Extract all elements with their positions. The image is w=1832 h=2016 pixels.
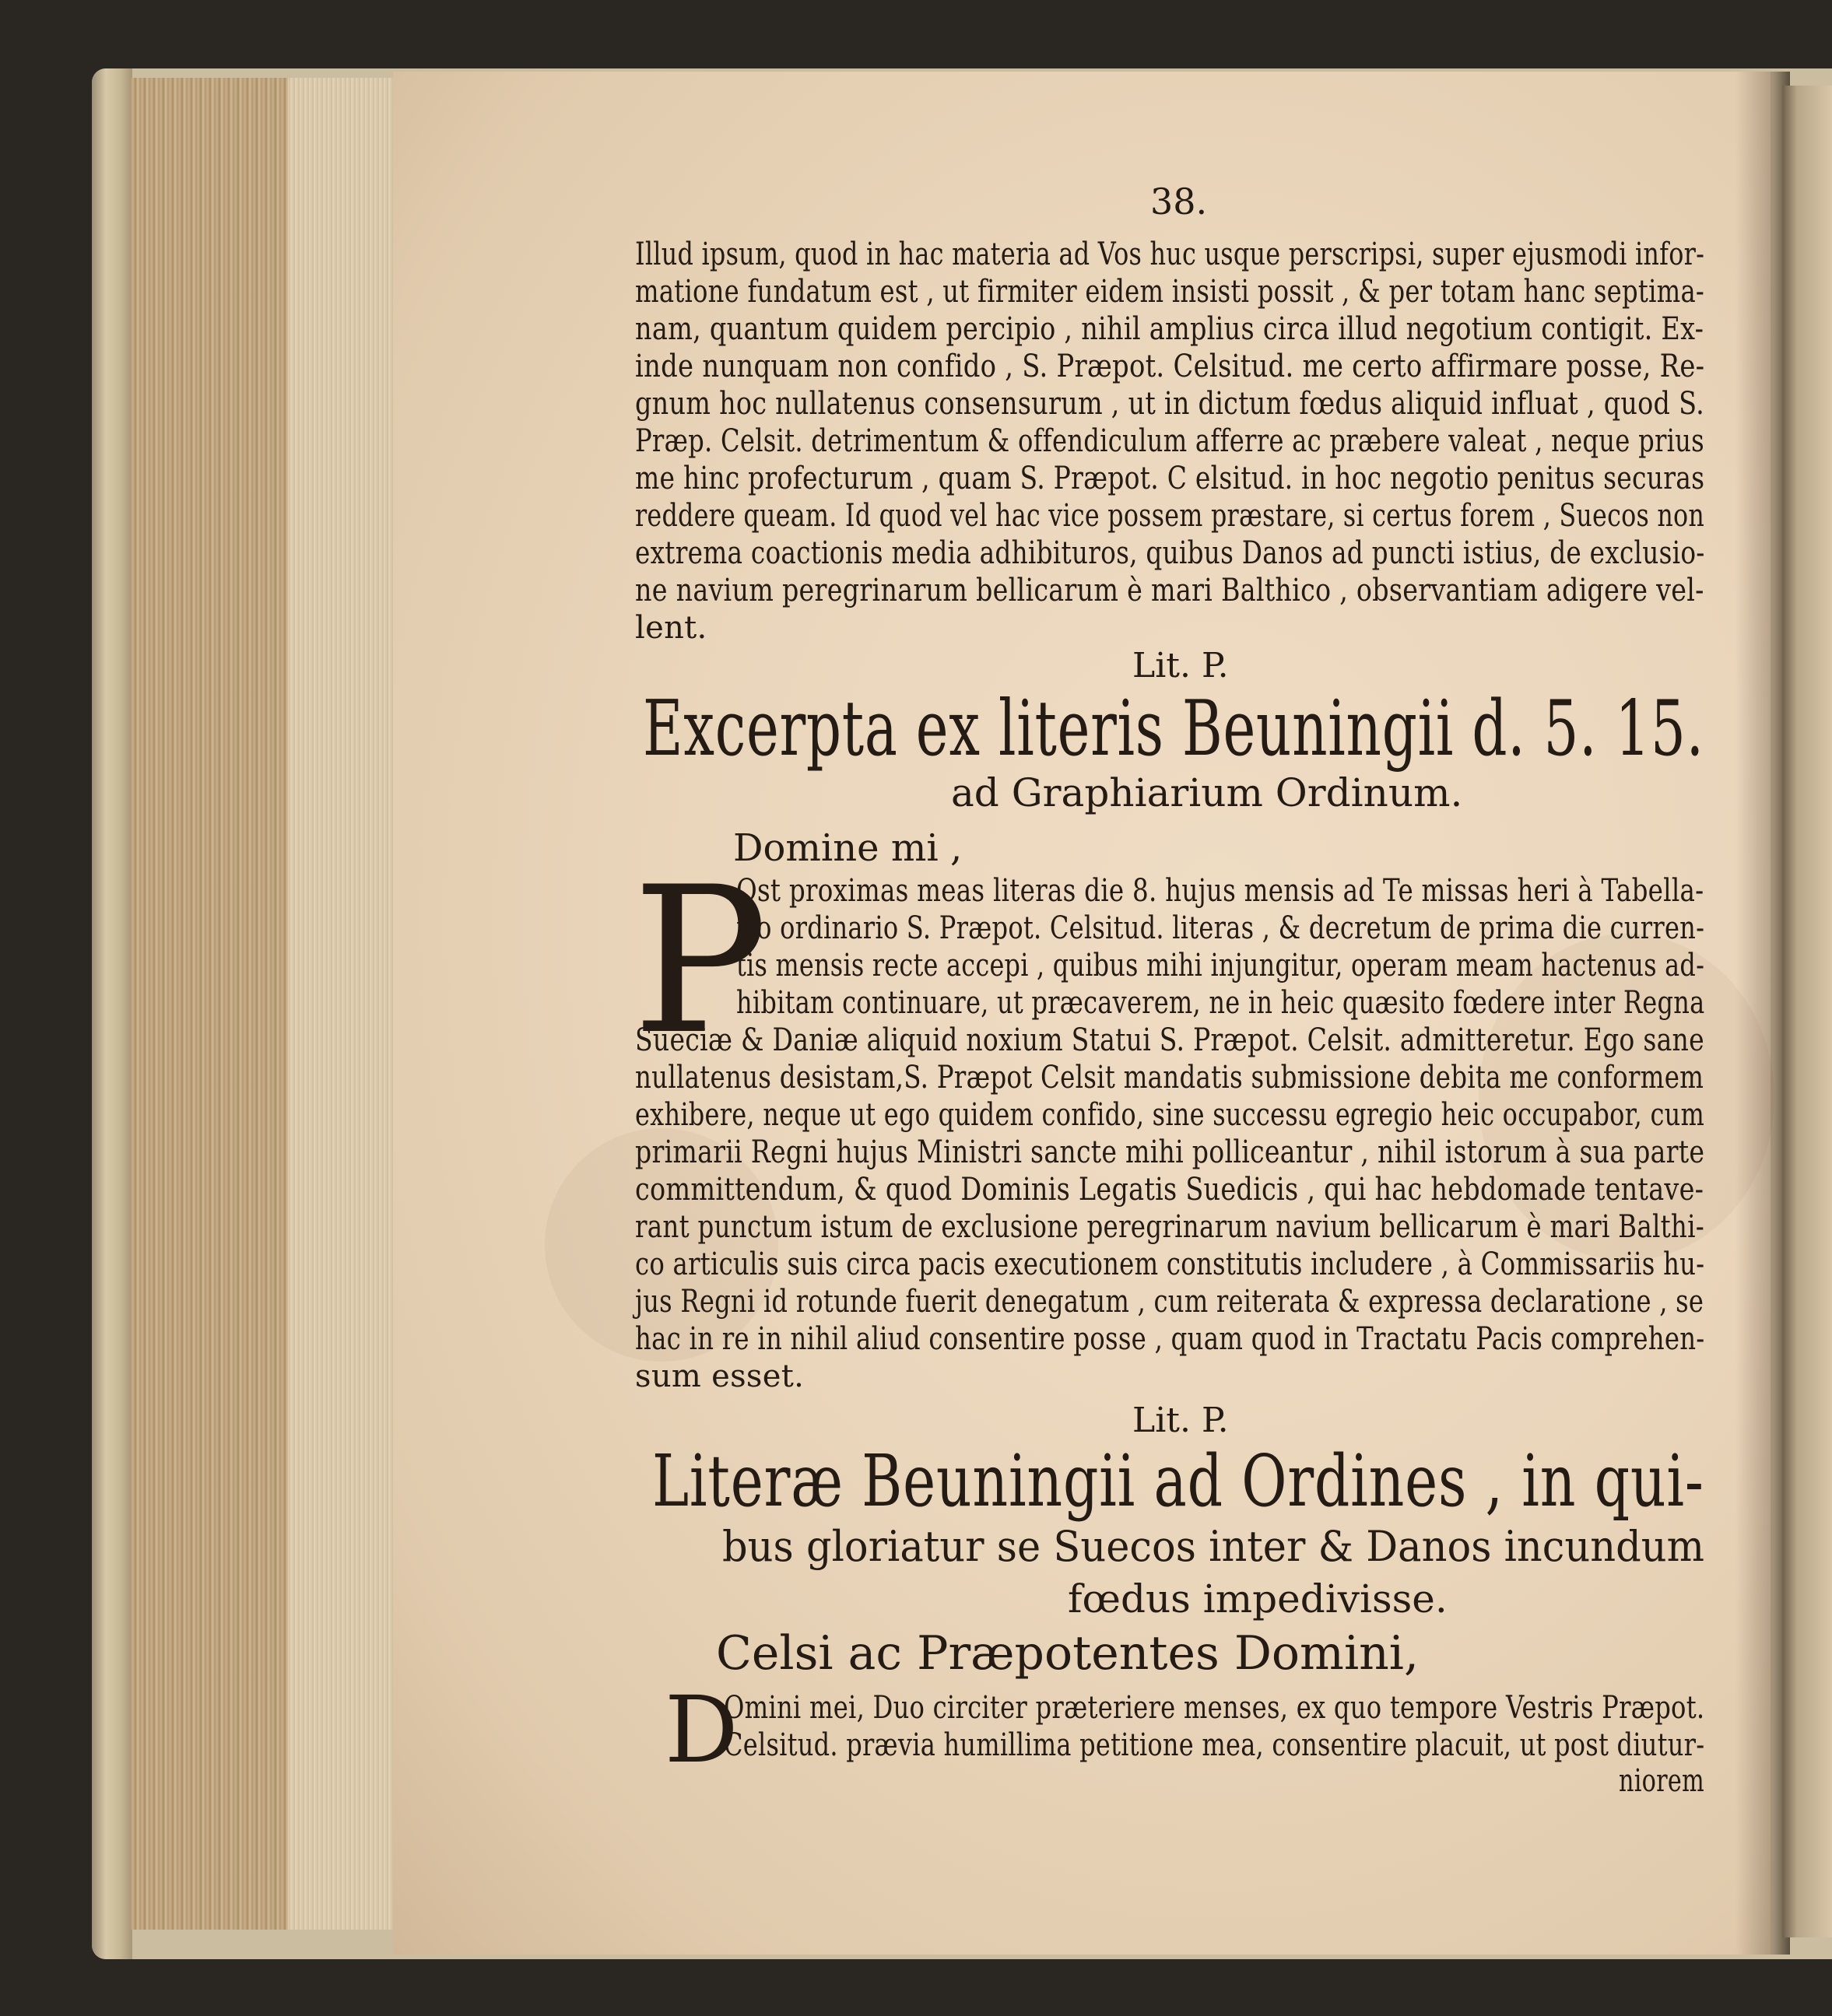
section-subtitle: bus gloriatur se Suecos inter & Danos incundum [722,1522,1705,1571]
text-line: co articulis suis circa pacis executionem constitutis includere , à Commissariis hu- [635,1246,1705,1282]
text-line: committendum, & quod Dominis Legatis Suedicis , qui hac hebdomade tentave- [635,1172,1704,1208]
drop-cap: P [632,844,768,1079]
section-subtitle: ad Graphiarium Ordinum. [951,770,1463,815]
text-line: matione fundatum est , ut firmiter eidem insisti possit , & per totam hanc septima- [635,274,1705,310]
text-line: rant punctum istum de exclusione peregrinarum navium bellicarum è mari Balthi- [635,1209,1704,1245]
text-line: extrema coactionis media adhibituros, quibus Danos ad puncti istius, de exclusio- [635,535,1705,571]
text-line: hibitam continuare, ut præcaverem, ne in heic quæsito fœdere inter Regna [736,985,1705,1021]
text-line: sum esset. [635,1359,805,1394]
text-line: nullatenus desistam,S. Præpot Celsit mandatis submissione debita me conformem [635,1060,1704,1096]
section-title: Literæ Beuningii ad Ordines , in qui- [652,1439,1704,1523]
text-line: primarii Regni hujus Ministri sancte mihi polliceantur , nihil istorum à sua parte [635,1134,1705,1170]
text-line: nam, quantum quidem percipio , nihil amplius circa illud negotium contigit. Ex- [635,311,1704,347]
text-line: jus Regni id rotunde fuerit denegatum , cum reiterata & expressa declaratione , se [635,1284,1704,1320]
text-line: Omini mei, Duo circiter præteriere menses, ex quo tempore Vestris Præpot. [724,1690,1705,1726]
text-line: Celsitud. prævia humillima petitione mea, consentire placuit, ut post diutur- [724,1727,1705,1763]
facing-page-edge [1782,86,1832,1937]
text-line: gnum hoc nullatenus consensurum , ut in dictum fœdus aliquid influat , quod S. [635,386,1704,422]
text-line: Ost proximas meas literas die 8. hujus mensis ad Te missas heri à Tabella- [736,873,1704,909]
salutation: Domine mi , [733,826,963,870]
text-line: me hinc profecturum , quam S. Præpot. C elsitud. in hoc negotio penitus securas [635,461,1705,496]
page-stack-inner [288,78,397,1930]
page-number: 38. [1150,181,1208,223]
text-line: lent. [635,610,707,646]
section-label: Lit. P. [1132,646,1229,685]
text-line: ne navium peregrinarum bellicarum è mari Balthico , observantiam adigere vel- [635,573,1704,608]
text-line: tis mensis recte accepi , quibus mihi injungitur, operam meam hactenus ad- [736,948,1705,983]
salutation: Celsi ac Præpotentes Domini, [716,1626,1420,1681]
section-subtitle: fœdus impedivisse. [1068,1576,1448,1622]
text-line: inde nunquam non confido , S. Præpot. Celsitud. me certo affirmare posse, Re- [635,349,1705,384]
text-line: Illud ipsum, quod in hac materia ad Vos huc usque perscripsi, super ejusmodi infor- [635,237,1705,272]
text-line: reddere queam. Id quod vel hac vice possem præstare, si certus forem , Suecos non [635,498,1705,534]
drop-cap: D [665,1676,739,1783]
catchword: niorem [1619,1763,1705,1799]
text-line: Præp. Celsit. detrimentum & offendiculum afferre ac præbere valeat , neque prius [635,423,1704,459]
section-label: Lit. P. [1132,1401,1229,1440]
text-line: hac in re in nihil aliud consentire posse , quam quod in Tractatu Pacis comprehen- [635,1321,1705,1357]
book-spine-edge [92,68,132,1959]
text-line: Sueciæ & Daniæ aliquid noxium Statui S. Præpot. Celsit. admitteretur. Ego sane [635,1022,1704,1058]
text-line: exhibere, neque ut ego quidem confido, sine successu egregio heic occupabor, cum [635,1097,1705,1133]
text-line: rio ordinario S. Præpot. Celsitud. literas , & decretum de prima die curren- [736,910,1705,946]
section-title: Excerpta ex literis Beuningii d. 5. 15. [643,685,1704,773]
